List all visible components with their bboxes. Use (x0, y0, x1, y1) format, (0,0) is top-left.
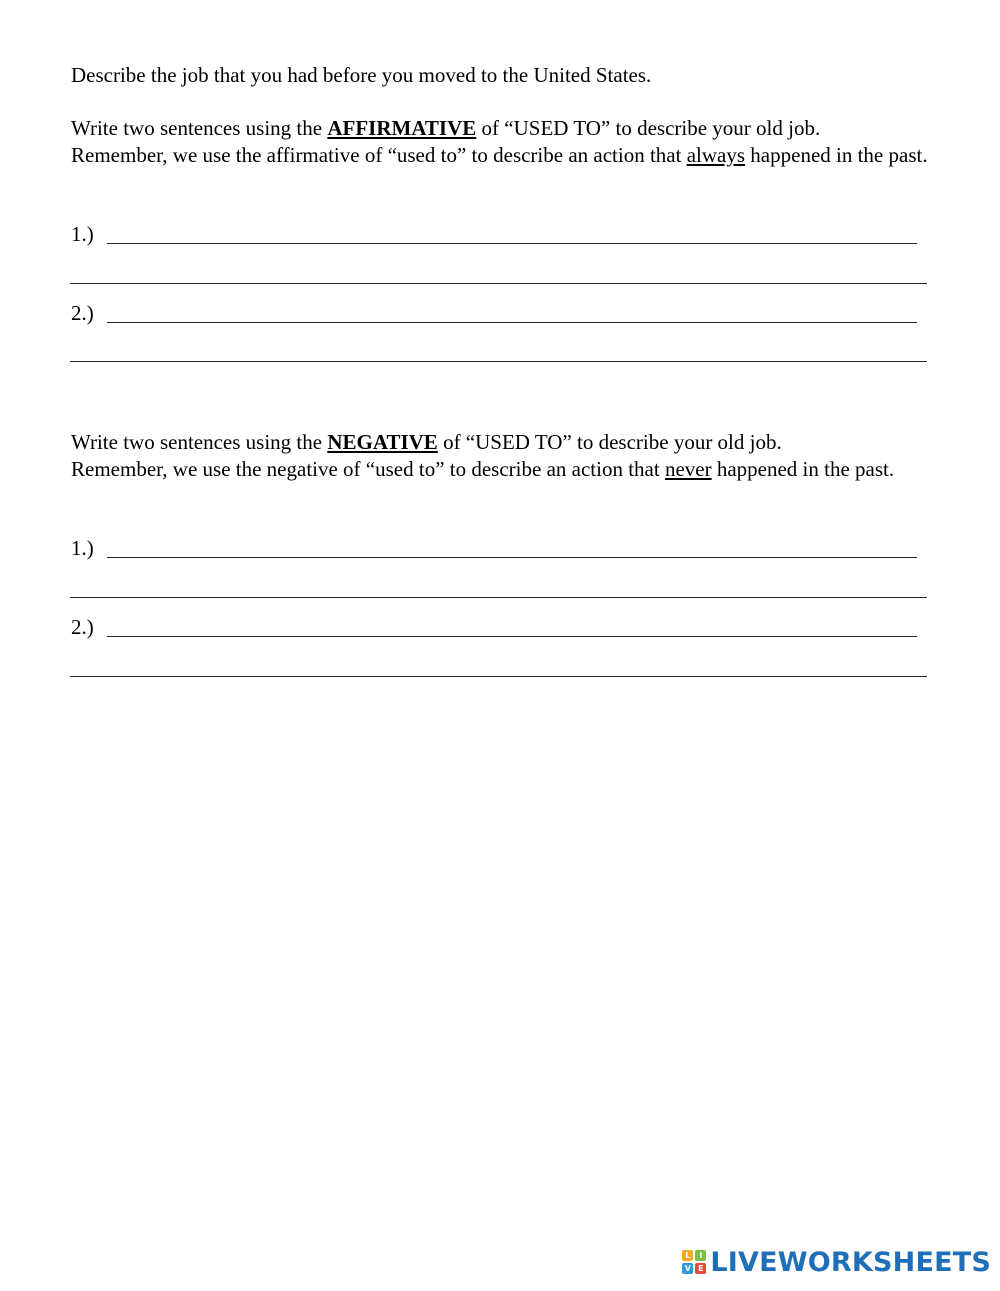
affirmative-line1-end: of “USED TO” to describe your old job. (476, 116, 821, 140)
affirmative-line2-end: happened in the past. (745, 142, 928, 167)
negative-instructions (71, 429, 941, 482)
negative-answer-2-line-b[interactable] (70, 676, 927, 677)
logo-mark-icon (682, 1250, 706, 1274)
affirmative-line2-start: Remember, we use the affirmative of “used to” to describe an action that (71, 142, 687, 167)
affirmative-answer-1-line-b[interactable] (70, 283, 927, 284)
negative-emphasis-word: never (664, 456, 712, 481)
affirmative-answer-2-line-a[interactable] (107, 322, 917, 323)
affirmative-answer-1-line-a[interactable] (107, 243, 917, 244)
negative-item-1-label: 1.) (71, 536, 94, 560)
negative-item-2-label: 2.) (71, 615, 94, 639)
negative-line1-start: Write two sentences using the (71, 430, 328, 454)
negative-answer-2-line-a[interactable] (107, 636, 917, 637)
logo-letter: V (682, 1263, 693, 1274)
negative-line2-start: Remember, we use the negative of “used to” to describe an action that (71, 456, 665, 481)
affirmative-item-2-label: 2.) (71, 301, 94, 325)
negative-keyword: NEGATIVE (327, 430, 438, 454)
negative-answer-1-line-b[interactable] (70, 597, 927, 598)
affirmative-emphasis-word: always (686, 142, 746, 167)
intro-text: Describe the job that you had before you moved to the United States. (71, 63, 652, 87)
logo-letter: E (695, 1263, 706, 1274)
affirmative-instructions (71, 115, 941, 168)
negative-line1-end: of “USED TO” to describe your old job. (437, 430, 782, 454)
logo-letter: I (695, 1250, 706, 1261)
logo-text: LIVEWORKSHEETS (710, 1246, 991, 1278)
liveworksheets-logo[interactable] (682, 1247, 991, 1277)
logo-letter: L (682, 1250, 693, 1261)
negative-line2-end: happened in the past. (711, 456, 895, 481)
affirmative-item-1-label: 1.) (71, 222, 94, 246)
affirmative-answer-2-line-b[interactable] (70, 361, 927, 362)
negative-answer-1-line-a[interactable] (107, 557, 917, 558)
affirmative-keyword: AFFIRMATIVE (327, 116, 477, 140)
affirmative-line1-start: Write two sentences using the (71, 116, 328, 140)
